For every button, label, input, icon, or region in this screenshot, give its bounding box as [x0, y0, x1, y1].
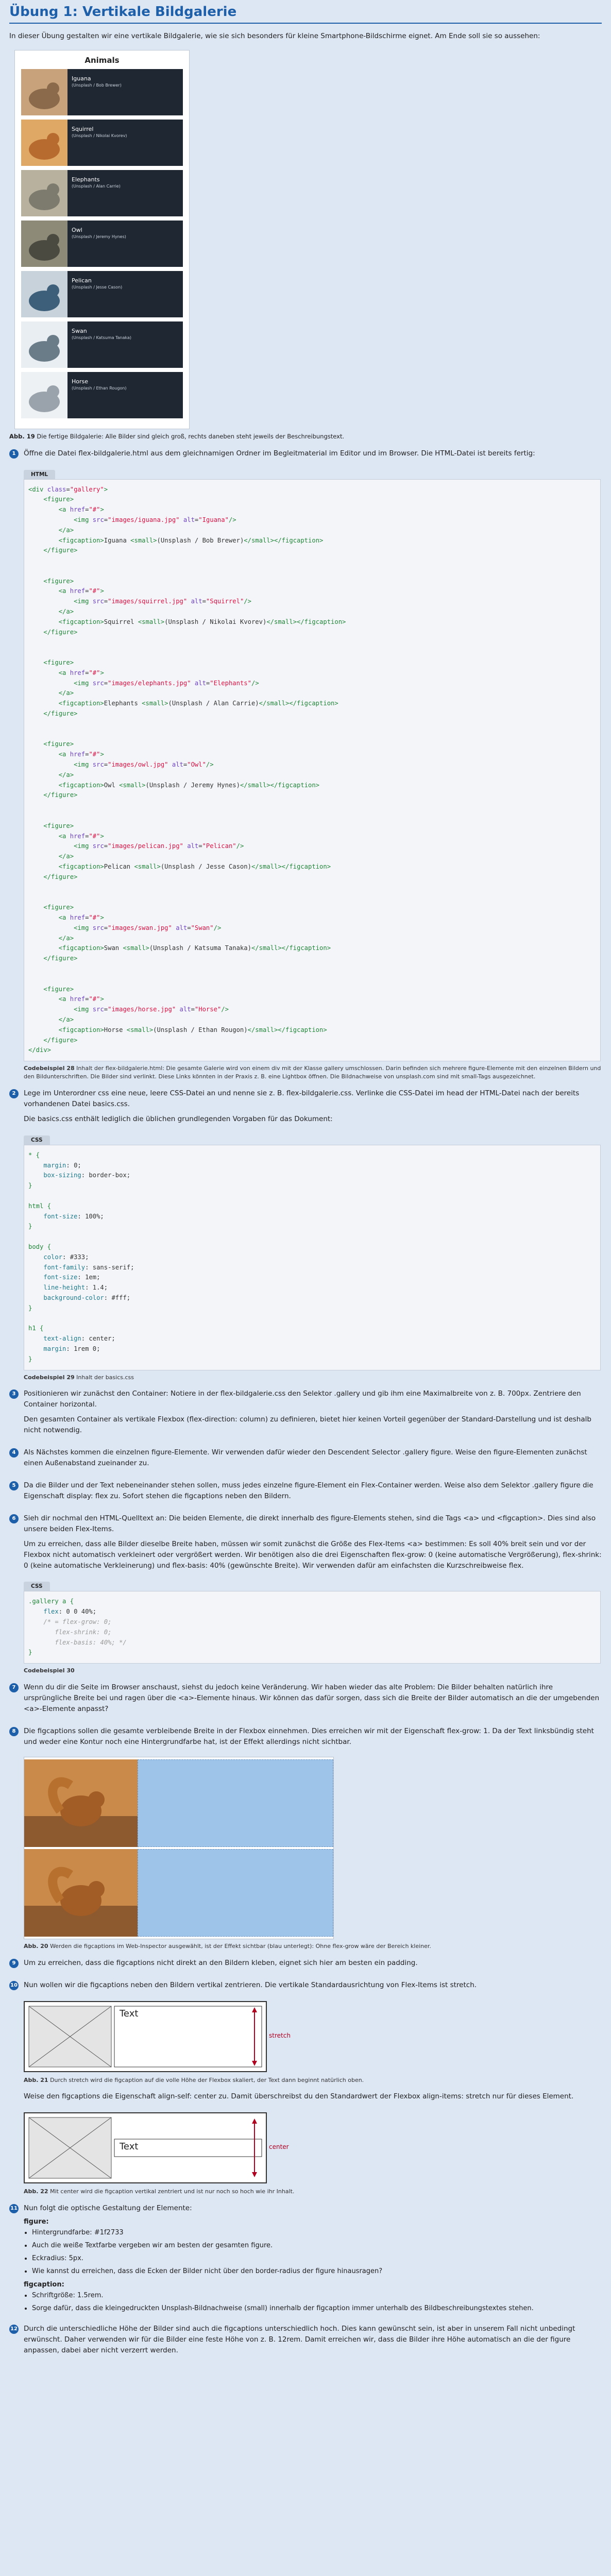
step-text-continued: Die basics.css enthält lediglich die üblichen grundlegenden Vorgaben für das Dokument: [24, 1114, 333, 1123]
diagram-text-label: Text [120, 2141, 139, 2153]
center-diagram-graphic [24, 2112, 292, 2184]
animal-name: Pelican [72, 277, 92, 284]
preview-caption [67, 69, 126, 115]
step-text: Da die Bilder und der Text nebeneinander stehen sollen, muss jedes einzelne figure-Element ein Flex-Container werden. Weise also dem Selektor .gallery figure die Eigenschaft display: flex zu. Sofort stehen die figcaptions neben den Bildern. [24, 1481, 593, 1500]
step-text: Wenn du dir die Seite im Browser anschaust, siehst du jedoch keine Veränderung. Wir haben wieder das alte Problem: Die Bilder behalten natürlich ihre ursprüngliche Breite bei und ragen über die <a>-Elemente hinaus. Wir können das dafür sorgen, dass sich die Breite der Bilder automatisch an die der umgebenden <a>-Elemente anpasst? [24, 1683, 600, 1713]
photo-credit: (Unsplash / Nikolai Kvorev) [72, 133, 127, 138]
step-text: Positionieren wir zunächst den Container: Notiere in der flex-bildgalerie.css den Selektor .gallery und gib ihm eine Maximalbreite von z. B. 700px. Zentriere den Container horizontal. [24, 1389, 581, 1409]
step-text: Weise den figcaptions die Eigenschaft align-self: center zu. Damit überschreibst du den Standardwert der Flexbox align-items: stretch nur für dieses Element. [24, 2092, 574, 2101]
step-number: 9 [9, 1959, 19, 1968]
preview-caption [67, 120, 131, 166]
stretch-diagram-graphic [24, 2001, 292, 2073]
photo-credit: (Unsplash / Katsuma Tanaka) [72, 335, 132, 340]
code-language-tab: CSS [24, 1582, 50, 1591]
step-12 [9, 2324, 602, 2360]
diagram-text-label: Text [120, 2008, 139, 2019]
css-flex-code-block [24, 1580, 601, 1664]
preview-item[interactable] [21, 221, 183, 267]
figcaption-highlight [138, 1759, 333, 1847]
animal-photo[interactable] [21, 321, 67, 368]
preview-caption [67, 271, 126, 317]
animal-name: Elephants [72, 176, 100, 183]
preview-heading: Animals [84, 55, 120, 65]
step-number: 12 [9, 2325, 19, 2334]
photo-credit: (Unsplash / Bob Brewer) [72, 82, 122, 88]
preview-caption [67, 221, 130, 267]
step-number: 8 [9, 1727, 19, 1736]
page-title: Übung 1: Vertikale Bildgalerie [9, 4, 237, 20]
inspector-row [24, 1849, 333, 1937]
figure-21-caption: Abb. 21 Durch stretch wird die figcaption auf die volle Höhe der Flexbox skaliert, der Text dann beginnt natürlich oben. [24, 2076, 364, 2083]
animal-name: Horse [72, 378, 89, 385]
step-number: 11 [9, 2204, 19, 2213]
intro-paragraph: In dieser Übung gestalten wir eine vertikale Bildgalerie, wie sie sich besonders für kleine Smartphone-Bildschirme eignet. Am Ende soll sie so aussehen: [9, 32, 540, 40]
squirrel-illustration [24, 1849, 138, 1937]
figure-19-caption: Abb. 19 Die fertige Bildgalerie: Alle Bilder sind gleich groß, rechts daneben steht jeweils der Beschreibungstext. [9, 432, 345, 440]
step-text: Um zu erreichen, dass die figcaptions nicht direkt an den Bildern kleben, eignet sich hier am besten ein padding. [24, 1958, 418, 1967]
animal-name: Owl [72, 226, 82, 233]
list-item: • Wie kannst du erreichen, dass die Ecken der Bilder nicht über den border-radius der figure hinausragen? [32, 2266, 602, 2277]
photo-credit: (Unsplash / Jesse Cason) [72, 284, 123, 290]
figcaption-highlight [138, 1849, 333, 1937]
figure-styles-list [24, 2228, 602, 2277]
animal-name: Iguana [72, 75, 91, 82]
preview-caption [67, 170, 125, 216]
step-4 [9, 1447, 602, 1473]
step-10 [9, 1980, 602, 1995]
step-2 [9, 1088, 602, 1129]
preview-item[interactable] [21, 372, 183, 418]
preview-item[interactable] [21, 120, 183, 166]
step-11 [9, 2203, 602, 2316]
step-text: Die figcaptions sollen die gesamte verbleibende Breite in der Flexbox einnehmen. Dies erreichen wir mit der Eigenschaft flex-grow: 1. Da der Text linksbündig steht und weder eine Kontur noch eine Hintergrundfarbe hat, ist der Effekt allerdings nicht sichtbar. [24, 1726, 594, 1746]
preview-item[interactable] [21, 321, 183, 368]
figcaption-styles-list [24, 2291, 602, 2314]
step-number: 1 [9, 449, 19, 459]
code-30-caption: Codebeispiel 30 [24, 1667, 75, 1674]
code-listing: .gallery a { flex: 0 0 40%; /* = flex-grow: 0; flex-shrink: 0; flex-basis: 40%; */ } [24, 1591, 601, 1664]
step-9 [9, 1958, 602, 1973]
step-text: Nun folgt die optische Gestaltung der Elemente: [24, 2204, 192, 2213]
step-8 [9, 1726, 602, 1752]
step-number: 5 [9, 1481, 19, 1490]
gallery-preview [14, 50, 190, 429]
inspector-row [24, 1759, 333, 1847]
figure-styles-label: figure: [24, 2218, 49, 2226]
squirrel-image [24, 1849, 138, 1937]
step-number: 3 [9, 1389, 19, 1399]
code-language-tab: CSS [24, 1136, 50, 1145]
list-item: • Schriftgröße: 1.5rem. [32, 2291, 602, 2301]
step-number: 4 [9, 1448, 19, 1458]
step-6 [9, 1513, 602, 1575]
web-inspector-figure [24, 1757, 334, 1939]
list-item: • Auch die weiße Textfarbe vergeben wir am besten der gesamten figure. [32, 2241, 602, 2251]
html-code-block [24, 468, 601, 1062]
step-number: 7 [9, 1683, 19, 1692]
step-text: Nun wollen wir die figcaptions neben den Bildern vertikal zentrieren. Die vertikale Standardausrichtung von Flex-Items ist stretch. [24, 1980, 477, 1989]
preview-list [21, 69, 183, 418]
animal-photo[interactable] [21, 120, 67, 166]
list-item: • Eckradius: 5px. [32, 2253, 602, 2264]
css-basics-code-block [24, 1134, 601, 1370]
step-text: Als Nächstes kommen die einzelnen figure-Elemente. Wir verwenden dafür wieder den Descendent Selector .gallery figure. Weise den figure-Elementen zunächst einen Außenabstand zueinander zu. [24, 1448, 587, 1468]
step-text: Öffne die Datei flex-bildgalerie.html aus dem gleichnamigen Ordner im Begleitmaterial im Editor und im Browser. Die HTML-Datei ist bereits fertig: [24, 449, 535, 457]
step-text-continued: Um zu erreichen, dass alle Bilder dieselbe Breite haben, müssen wir somit zunächst die Größe des Flex-Items <a> bestimmen: Es soll 40% breit sein und vor der Flexbox nicht automatisch verkleinert oder vergrößert werden. Wir benötigen also die drei Eigenschaften flex-grow: 0 (keine automatische Vergrößerung), flex-shrink: 0 (keine automatische Verkleinerung) und flex-basis: 40% (gewünschte Breite). Wir verwenden dafür am einfachsten die Kurzschreibweise flex. [24, 1539, 602, 1570]
step-10-continued [9, 2091, 602, 2106]
step-text-continued: Den gesamten Container als vertikale Flexbox (flex-direction: column) zu definieren, bietet hier keinen Vorteil gegenüber der Standard-Darstellung und ist deshalb nicht notwendig. [24, 1415, 591, 1435]
preview-item[interactable] [21, 271, 183, 317]
animal-photo[interactable] [21, 372, 67, 418]
step-3 [9, 1388, 602, 1440]
stretch-diagram [24, 2001, 292, 2073]
preview-caption [67, 372, 131, 418]
step-5 [9, 1480, 602, 1506]
animal-photo[interactable] [21, 221, 67, 267]
code-28-caption: Codebeispiel 28 Inhalt der flex-bildgalerie.html: Die gesamte Galerie wird von einem div mit der Klasse gallery umschlossen. Darin befinden sich mehrere figure-Elemente mit den einzelnen Bildern und den Bildunterschriften. Die Bilder sind verlinkt. Diese Links könnten in der Praxis z. B. eine Lightbox öffnen. Die Bildnachweise von unsplash.com sind mit small-Tags ausgezeichnet. [24, 1065, 601, 1080]
photo-credit: (Unsplash / Ethan Rougon) [72, 385, 127, 391]
code-language-tab: HTML [24, 470, 55, 479]
title-rule [9, 23, 602, 24]
squirrel-illustration [24, 1759, 138, 1847]
step-7 [9, 1682, 602, 1719]
center-diagram [24, 2112, 292, 2184]
step-number: 2 [9, 1089, 19, 1098]
stretch-label: stretch [269, 2031, 291, 2039]
figcaption-styles-label: figcaption: [24, 2281, 64, 2289]
photo-credit: (Unsplash / Alan Carrie) [72, 183, 121, 189]
animal-photo[interactable] [21, 69, 67, 115]
step-text: Durch die unterschiedliche Höhe der Bilder sind auch die figcaptions unterschiedlich hoch. Dies kann gewünscht sein, ist aber in unserem Fall nicht unbedingt erwünscht. Daher verwenden wir für die Bilder eine feste Höhe von z. B. 12rem. Damit erreichen wir, dass die Bilder ihre Höhe automatisch an die der figure anpassen, dabei aber nicht verzerrt werden. [24, 2325, 575, 2354]
figure-22-caption: Abb. 22 Mit center wird die figcaption vertikal zentriert und ist nur noch so hoch wie ihr Inhalt. [24, 2188, 295, 2195]
preview-caption [67, 321, 135, 368]
list-item: • Hintergrundfarbe: #1f2733 [32, 2228, 602, 2239]
animal-photo[interactable] [21, 170, 67, 216]
photo-credit: (Unsplash / Jeremy Hynes) [72, 234, 126, 239]
code-listing: <div class="gallery"> <figure> <a href="#"> <img src="images/iguana.jpg" alt="Iguana"/> </a> <figcaption>Iguana <small>(Unsplash / Bob Brewer)</small></figcaption> </figure> <figure> <a href="#"> <img src="images/squirrel.jpg" alt="Squirrel"/> </a> <figcaption>Squirrel <small>(Unsplash / Nikolai Kvorev)</small></figcaption> </figure> <figure> <a href="#"> <img src="images/elephants.jpg" alt="Elephants"/> </a> <figcaption>Elephants <small>(Unsplash / Alan Carrie)</small></figcaption> </figure> <figure> <a href="#"> <img src="images/owl.jpg" alt="Owl"/> </a> <figcaption>Owl <small>(Unsplash / Jeremy Hynes)</small></figcaption> </figure> <figure> <a href="#"> <img src="images/pelican.jpg" alt="Pelican"/> </a> <figcaption>Pelican <small>(Unsplash / Jesse Cason)</small></figcaption> </figure> <figure> <a href="#"> <img src="images/swan.jpg" alt="Swan"/> </a> <figcaption>Swan <small>(Unsplash / Katsuma Tanaka)</small></figcaption> </figure> <figure> <a href="#"> <img src="images/horse.jpg" alt="Horse"/> </a> <figcaption>Horse <small>(Unsplash / Ethan Rougon)</small></figcaption> </figure> </div> [24, 479, 601, 1062]
step-text: Lege im Unterordner css eine neue, leere CSS-Datei an und nenne sie z. B. flex-bildgalerie.css. Verlinke die CSS-Datei im head der HTML-Datei nach der bereits vorhandenen Datei basics.css. [24, 1089, 580, 1108]
preview-item[interactable] [21, 170, 183, 216]
animal-photo[interactable] [21, 271, 67, 317]
center-label: center [269, 2143, 289, 2151]
step-text: Sieh dir nochmal den HTML-Quelltext an: Die beiden Elemente, die direkt innerhalb des figure-Elements stehen, sind die Tags <a> und <figcaption>. Dies sind also unsere beiden Flex-Items. [24, 1514, 596, 1533]
step-number: 10 [9, 1981, 19, 1990]
squirrel-image [24, 1759, 138, 1847]
code-listing: * { margin: 0; box-sizing: border-box; } html { font-size: 100%; } body { color: #333; font-family: sans-serif; font-size: 1em; line-height: 1.4; background-color: #fff; } h1 { text-align: center; margin: 1rem 0; } [24, 1145, 601, 1370]
figure-20-caption: Abb. 20 Werden die figcaptions im Web-Inspector ausgewählt, ist der Effekt sichtbar (blau unterlegt): Ohne flex-grow wäre der Bereich kleiner. [24, 1942, 431, 1950]
code-29-caption: Codebeispiel 29 Inhalt der basics.css [24, 1374, 134, 1381]
animal-name: Squirrel [72, 125, 94, 132]
step-1 [9, 448, 602, 463]
preview-item[interactable] [21, 69, 183, 115]
step-number: 6 [9, 1514, 19, 1523]
animal-name: Swan [72, 327, 87, 334]
list-item: • Sorge dafür, dass die kleingedruckten Unsplash-Bildnachweise (small) innerhalb der figcaption immer unterhalb des Bildbeschreibungstextes stehen. [32, 2303, 602, 2314]
